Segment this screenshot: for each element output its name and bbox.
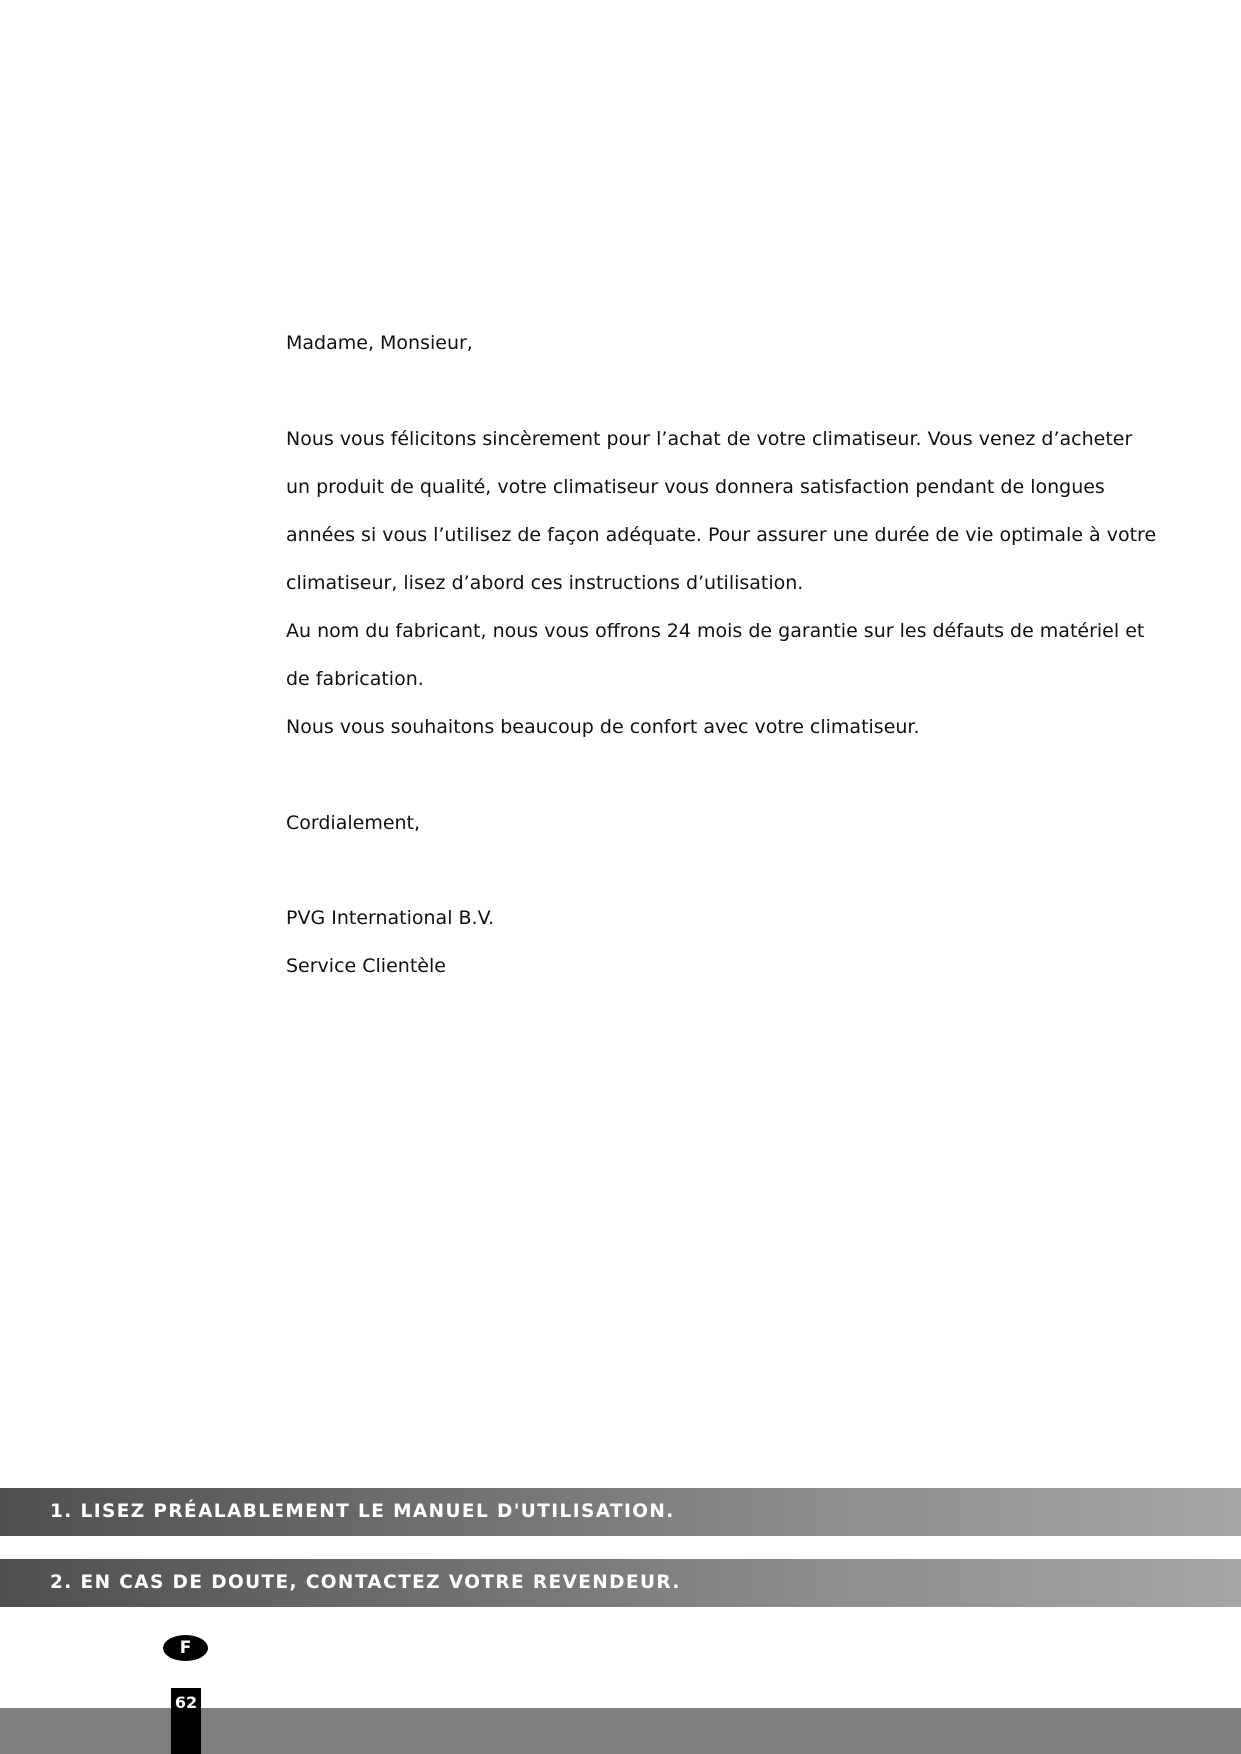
letter-line: Nous vous souhaitons beaucoup de confort avec votre climatiseur. xyxy=(286,716,920,738)
salutation: Madame, Monsieur, xyxy=(286,332,473,354)
letter-line: Nous vous félicitons sincèrement pour l’achat de votre climatiseur. Vous venez d’acheter xyxy=(286,428,1133,450)
letter-line: Au nom du fabricant, nous vous offrons 24 mois de garantie sur les défauts de matériel et xyxy=(286,620,1145,642)
letter-line: un produit de qualité, votre climatiseur vous donnera satisfaction pendant de longues xyxy=(286,476,1105,498)
language-badge: F xyxy=(163,1635,208,1661)
company-name: PVG International B.V. xyxy=(286,907,495,929)
letter-line: années si vous l’utilisez de façon adéquate. Pour assurer une durée de vie optimale à votre xyxy=(286,524,1157,546)
closing: Cordialement, xyxy=(286,812,421,834)
instruction-banner-1: 1. LISEZ PRÉALABLEMENT LE MANUEL D'UTILISATION. xyxy=(0,1488,1241,1536)
letter-line: climatiseur, lisez d’abord ces instructions d’utilisation. xyxy=(286,572,804,594)
instruction-banner-2: 2. EN CAS DE DOUTE, CONTACTEZ VOTRE REVENDEUR. xyxy=(0,1559,1241,1607)
letter-line: de fabrication. xyxy=(286,668,424,690)
department-name: Service Clientèle xyxy=(286,955,446,977)
page-number: 62 xyxy=(171,1688,201,1754)
